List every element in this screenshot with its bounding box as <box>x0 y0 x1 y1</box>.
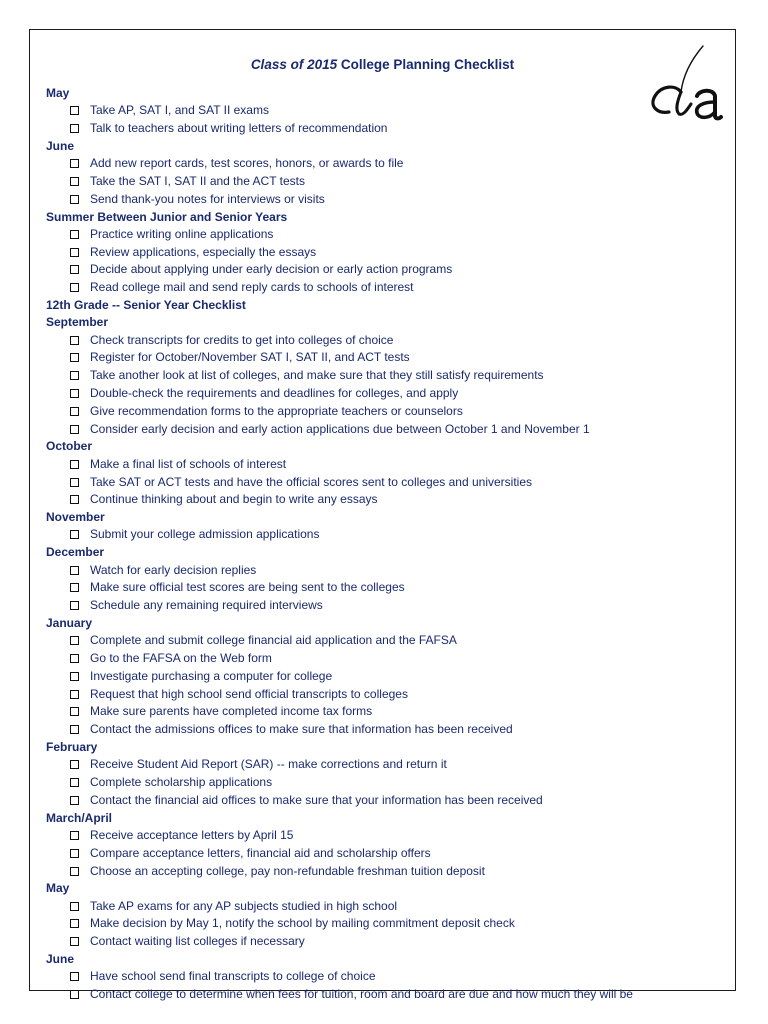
checklist-item-label: Choose an accepting college, pay non-refundable freshman tuition deposit <box>90 863 485 878</box>
checklist-item-label: Investigate purchasing a computer for college <box>90 668 333 683</box>
checkbox-icon[interactable] <box>70 937 79 946</box>
checkbox-icon[interactable] <box>70 230 79 239</box>
checkbox-icon[interactable] <box>70 831 79 840</box>
checkbox-icon[interactable] <box>70 106 79 115</box>
checklist-item <box>46 686 727 704</box>
checklist-item-label: Submit your college admission applications <box>90 527 320 542</box>
checklist-item <box>46 155 727 173</box>
checkbox-icon[interactable] <box>70 654 79 663</box>
checklist-section <box>46 810 727 881</box>
section-heading: December <box>46 545 105 560</box>
checklist-item-label: Receive acceptance letters by April 15 <box>90 827 294 842</box>
checkbox-icon[interactable] <box>70 159 79 168</box>
checklist-item-label: Make a final list of schools of interest <box>90 456 287 471</box>
checkbox-icon[interactable] <box>70 583 79 592</box>
checklist-item-label: Receive Student Aid Report (SAR) -- make corrections and return it <box>90 757 447 772</box>
checklist-item-label: Request that high school send official transcripts to colleges <box>90 686 408 701</box>
checklist-item-label: Have school send final transcripts to college of choice <box>90 969 376 984</box>
checkbox-icon[interactable] <box>70 690 79 699</box>
checklist-section <box>46 297 727 314</box>
checklist-item <box>46 526 727 544</box>
checklist-item <box>46 279 727 297</box>
checklist-item-label: Read college mail and send reply cards to schools of interest <box>90 280 414 295</box>
checklist-item <box>46 986 727 1004</box>
checklist-item <box>46 244 727 262</box>
checklist-item <box>46 774 727 792</box>
checklist-section <box>46 438 727 509</box>
checklist-section <box>46 951 727 1004</box>
title-class-year: Class of 2015 <box>250 57 338 72</box>
section-heading: Summer Between Junior and Senior Years <box>46 209 288 224</box>
checkbox-icon[interactable] <box>70 778 79 787</box>
checklist-item-label: Practice writing online applications <box>90 226 274 241</box>
checklist-item <box>46 703 727 721</box>
section-heading: January <box>46 615 93 630</box>
checkbox-icon[interactable] <box>70 283 79 292</box>
checklist-item-label: Check transcripts for credits to get into colleges of choice <box>90 332 394 347</box>
section-heading: May <box>46 881 70 896</box>
checklist-item-label: Take another look at list of colleges, and make sure that they still satisfy requirements <box>90 368 544 383</box>
checklist-item <box>46 403 727 421</box>
checkbox-icon[interactable] <box>70 389 79 398</box>
checklist-item <box>46 173 727 191</box>
checklist-item-label: Send thank-you notes for interviews or visits <box>90 191 325 206</box>
checkbox-icon[interactable] <box>70 902 79 911</box>
checkbox-icon[interactable] <box>70 248 79 257</box>
checklist-item-label: Take AP exams for any AP subjects studied in high school <box>90 898 398 913</box>
checkbox-icon[interactable] <box>70 566 79 575</box>
checklist-item <box>46 632 727 650</box>
checklist-item <box>46 332 727 350</box>
checklist-item <box>46 863 727 881</box>
checklist-item <box>46 120 727 138</box>
checklist <box>46 85 727 1004</box>
checklist-item-label: Contact the financial aid offices to make sure that your information has been received <box>90 792 543 807</box>
page-title <box>30 57 735 72</box>
checklist-item-label: Give recommendation forms to the appropriate teachers or counselors <box>90 403 463 418</box>
checklist-item <box>46 827 727 845</box>
checklist-item-label: Double-check the requirements and deadlines for colleges, and apply <box>90 386 459 401</box>
checkbox-icon[interactable] <box>70 195 79 204</box>
checkbox-icon[interactable] <box>70 371 79 380</box>
checklist-section <box>46 138 727 209</box>
checklist-section <box>46 85 727 138</box>
checkbox-icon[interactable] <box>70 707 79 716</box>
checklist-item-label: Continue thinking about and begin to write any essays <box>90 492 378 507</box>
checklist-item-label: Take AP, SAT I, and SAT II exams <box>90 103 269 118</box>
section-heading: 12th Grade -- Senior Year Checklist <box>46 298 246 313</box>
checklist-item-label: Talk to teachers about writing letters of recommendation <box>90 121 388 136</box>
checklist-item <box>46 191 727 209</box>
checklist-item-label: Make sure parents have completed income tax forms <box>90 704 373 719</box>
section-heading: May <box>46 86 70 100</box>
checkbox-icon[interactable] <box>70 601 79 610</box>
checkbox-icon[interactable] <box>70 972 79 981</box>
checklist-item-label: Register for October/November SAT I, SAT II, and ACT tests <box>90 350 410 365</box>
checklist-item-label: Review applications, especially the essays <box>90 244 317 259</box>
checkbox-icon[interactable] <box>70 530 79 539</box>
checklist-item-label: Compare acceptance letters, financial aid and scholarship offers <box>90 845 431 860</box>
checklist-section <box>46 209 727 297</box>
checklist-item <box>46 933 727 951</box>
checklist-item-label: Add new report cards, test scores, honors, or awards to file <box>90 156 404 171</box>
checkbox-icon[interactable] <box>70 990 79 999</box>
section-heading: February <box>46 739 98 754</box>
checklist-item <box>46 474 727 492</box>
checkbox-icon[interactable] <box>70 796 79 805</box>
checklist-item <box>46 915 727 933</box>
checklist-item <box>46 597 727 615</box>
section-heading: June <box>46 138 75 153</box>
checklist-item <box>46 968 727 986</box>
checklist-item <box>46 456 727 474</box>
checkbox-icon[interactable] <box>70 495 79 504</box>
checklist-item <box>46 721 727 739</box>
checklist-item <box>46 898 727 916</box>
checklist-item <box>46 668 727 686</box>
checklist-section <box>46 880 727 951</box>
checklist-section <box>46 314 727 438</box>
checklist-item-label: Watch for early decision replies <box>90 562 257 577</box>
checkbox-icon[interactable] <box>70 919 79 928</box>
section-heading: September <box>46 315 109 330</box>
checklist-item <box>46 579 727 597</box>
checklist-item <box>46 562 727 580</box>
checkbox-icon[interactable] <box>70 760 79 769</box>
checklist-section <box>46 615 727 739</box>
checklist-section <box>46 509 727 544</box>
checklist-item-label: Decide about applying under early decision or early action programs <box>90 262 453 277</box>
checklist-item <box>46 367 727 385</box>
checklist-section <box>46 544 727 615</box>
checkbox-icon[interactable] <box>70 849 79 858</box>
title-text: College Planning Checklist <box>337 57 515 72</box>
checklist-section <box>46 739 727 810</box>
checklist-item-label: Make sure official test scores are being sent to the colleges <box>90 580 405 595</box>
checklist-item-label: Go to the FAFSA on the Web form <box>90 651 272 665</box>
section-heading: November <box>46 510 105 525</box>
checkbox-icon[interactable] <box>70 265 79 274</box>
section-heading: October <box>46 439 93 454</box>
checklist-item <box>46 491 727 509</box>
checkbox-icon[interactable] <box>70 407 79 416</box>
checkbox-icon[interactable] <box>70 636 79 645</box>
checkbox-icon[interactable] <box>70 124 79 133</box>
document-page <box>29 29 736 1002</box>
checklist-item <box>46 756 727 774</box>
section-heading: March/April <box>46 810 113 825</box>
checklist-item-label: Contact waiting list colleges if necessary <box>90 934 305 949</box>
checklist-item-label: Schedule any remaining required interviews <box>90 598 323 613</box>
checklist-item <box>46 845 727 863</box>
checkbox-icon[interactable] <box>70 336 79 345</box>
checkbox-icon[interactable] <box>70 725 79 734</box>
checklist-item <box>46 792 727 810</box>
checklist-item-label: Contact the admissions offices to make sure that information has been received <box>90 722 513 737</box>
checklist-item-label: Make decision by May 1, notify the school by mailing commitment deposit check <box>90 916 515 931</box>
checklist-item-label: Complete scholarship applications <box>90 775 273 790</box>
checklist-item <box>46 650 727 668</box>
checkbox-icon[interactable] <box>70 425 79 434</box>
checkbox-icon[interactable] <box>70 460 79 469</box>
checklist-item <box>46 421 727 439</box>
checklist-item <box>46 349 727 367</box>
checklist-item <box>46 261 727 279</box>
checklist-item <box>46 226 727 244</box>
checklist-item <box>46 102 727 120</box>
checklist-item-label: Take the SAT I, SAT II and the ACT tests <box>90 173 305 188</box>
checklist-item-label: Complete and submit college financial aid application and the FAFSA <box>90 633 457 648</box>
section-heading: June <box>46 952 75 967</box>
checkbox-icon[interactable] <box>70 177 79 186</box>
checkbox-icon[interactable] <box>70 672 79 681</box>
checklist-item-label: Take SAT or ACT tests and have the official scores sent to colleges and universities <box>90 474 533 489</box>
checklist-item <box>46 385 727 403</box>
checkbox-icon[interactable] <box>70 867 79 876</box>
checkbox-icon[interactable] <box>70 353 79 362</box>
checklist-item-label: Consider early decision and early action applications due between October 1 and November 1 <box>90 421 590 436</box>
checkbox-icon[interactable] <box>70 478 79 487</box>
checklist-item-label: Contact college to determine when fees for tuition, room and board are due and how much they will be <box>90 987 633 1002</box>
